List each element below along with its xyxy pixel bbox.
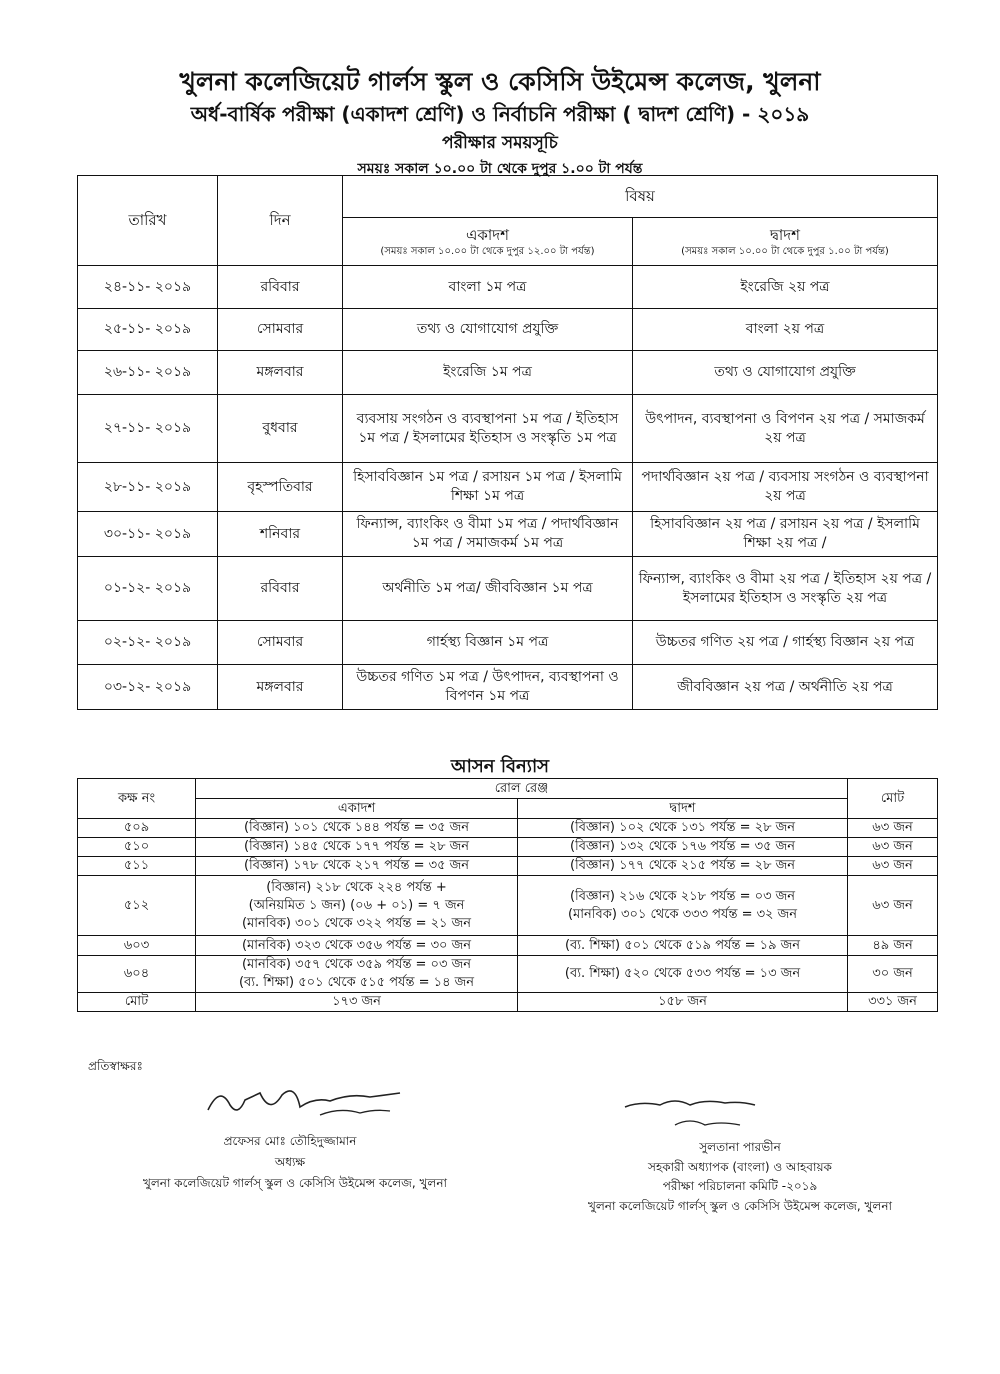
roll-range-xii [518, 838, 848, 857]
roll-range-xi [196, 936, 518, 956]
routine-row [78, 665, 938, 710]
routine-day: সোমবার [218, 309, 343, 351]
roll-range-line: (মানবিক) ৩৫৭ থেকে ৩৫৯ পর্যন্ত = ০৩ জন [241, 957, 471, 972]
routine-date: ০৩-১২- ২০১৯ [78, 665, 218, 710]
routine-row [78, 512, 938, 557]
routine-xi-subject: ফিন্যান্স, ব্যাংকিং ও বীমা ১ম পত্র / পদার্থবিজ্ঞান ১ম পত্র / সমাজকর্ম ১ম পত্র [343, 512, 633, 557]
routine-row [78, 351, 938, 395]
routine-day: বৃহস্পতিবার [218, 463, 343, 512]
routine-day: বুধবার [218, 395, 343, 463]
col-date-header: তারিখ [78, 176, 218, 266]
total-label: মোট [78, 993, 196, 1012]
roll-range-xii [518, 857, 848, 876]
roll-range-xii [518, 819, 848, 838]
routine-xi-subject: বাংলা ১ম পত্র [343, 266, 633, 309]
roll-range-line: (মানবিক) ৩০১ থেকে ৩২২ পর্যন্ত = ২১ জন [241, 915, 472, 931]
seating-row [78, 819, 938, 838]
roll-range-line: (বিজ্ঞান) ২১৬ থেকে ২১৮ পর্যন্ত = ০৩ জন [569, 888, 796, 904]
seating-row [78, 838, 938, 857]
col-xii-label: দ্বাদশ [769, 225, 801, 244]
convener-institution: খুলনা কলেজিয়েট গার্লস্ স্কুল ও কেসিসি উইমেন্স কলেজ, খুলনা [587, 1199, 893, 1213]
principal-designation: অধ্যক্ষ [274, 1155, 306, 1169]
roll-range-line: (বিজ্ঞান) ১৩২ থেকে ১৭৬ পর্যন্ত = ৩৫ জন [569, 839, 796, 854]
routine-xii-subject: উচ্চতর গণিত ২য় পত্র / গার্হস্থ্য বিজ্ঞান ২য় পত্র [633, 621, 938, 665]
roll-range-xi [196, 819, 518, 838]
roll-range-line: (বিজ্ঞান) ১০১ থেকে ১৪৪ পর্যন্ত = ৩৫ জন [243, 820, 470, 835]
roll-range-line: (ব্য. শিক্ষা) ৫০১ থেকে ৫১৫ পর্যন্ত = ১৪ জন [238, 975, 475, 990]
routine-row [78, 621, 938, 665]
routine-day: রবিবার [218, 557, 343, 621]
roll-range-line: (ব্য. শিক্ষা) ৫০১ থেকে ৫১৯ পর্যন্ত = ১৯ জন [564, 937, 801, 953]
routine-xii-subject: উৎপাদন, ব্যবস্থাপনা ও বিপণন ২য় পত্র / সমাজকর্ম ২য় পত্র [633, 395, 938, 463]
routine-day: মঙ্গলবার [218, 665, 343, 710]
roll-range-line: (বিজ্ঞান) ১৪৫ থেকে ১৭৭ পর্যন্ত = ২৮ জন [243, 839, 470, 854]
col-xii-header [633, 218, 938, 266]
roll-range-line: (মানবিক) ৩০১ থেকে ৩৩৩ পর্যন্ত = ৩২ জন [567, 906, 798, 922]
room-total: ৬৩ জন [848, 819, 938, 838]
exam-committee: পরীক্ষা পরিচালনা কমিটি -২০১৯ [662, 1179, 818, 1193]
convener-signature [620, 1095, 780, 1137]
roll-range-line: (ব্য. শিক্ষা) ৫২০ থেকে ৫৩৩ পর্যন্ত = ১৩ জন [564, 966, 801, 981]
seating-title: আসন বিন্যাস [450, 756, 550, 777]
roll-range-line: (মানবিক) ৩২৩ থেকে ৩৫৬ পর্যন্ত = ৩০ জন [241, 937, 472, 953]
roll-range-xi [196, 838, 518, 857]
room-number: ৫০৯ [78, 819, 196, 838]
routine-xi-subject: ব্যবসায় সংগঠন ও ব্যবস্থাপনা ১ম পত্র / ইতিহাস ১ম পত্র / ইসলামের ইতিহাস ও সংস্কৃতি ১ম পত্র [343, 395, 633, 463]
routine-xii-subject: ইংরেজি ২য় পত্র [633, 266, 938, 309]
roll-range-line: (বিজ্ঞান) ১৭৭ থেকে ২১৫ পর্যন্ত = ২৮ জন [569, 858, 796, 873]
seating-total-row [78, 993, 938, 1012]
roll-range-xi [196, 857, 518, 876]
routine-date: ০২-১২- ২০১৯ [78, 621, 218, 665]
col-room-header: কক্ষ নং [78, 779, 196, 819]
col-roll-header: রোল রেঞ্জ [196, 779, 848, 799]
convener-name: সুলতানা পারভীন [699, 1140, 781, 1154]
routine-xii-subject: তথ্য ও যোগাযোগ প্রযুক্তি [633, 351, 938, 395]
room-total: ৬৩ জন [848, 876, 938, 936]
routine-date: ২৭-১১- ২০১৯ [78, 395, 218, 463]
grand-total: ৩৩১ জন [848, 993, 938, 1012]
principal-institution: খুলনা কলেজিয়েট গার্লস্ স্কুল ও কেসিসি উইমেন্স কলেজ, খুলনা [142, 1176, 448, 1190]
countersign-label: প্রতিস্বাক্ষরঃ [88, 1059, 143, 1073]
room-total: ৬৩ জন [848, 857, 938, 876]
roll-range-line: (বিজ্ঞান) ১৭৮ থেকে ২১৭ পর্যন্ত = ৩৫ জন [243, 858, 470, 873]
seating-row [78, 956, 938, 993]
roll-range-line: (বিজ্ঞান) ২১৮ থেকে ২২৪ পর্যন্ত + [266, 879, 447, 895]
room-total: ৬৩ জন [848, 838, 938, 857]
exam-routine-table [77, 175, 938, 710]
total-xii: ১৫৮ জন [518, 993, 848, 1012]
routine-xi-subject: গার্হস্থ্য বিজ্ঞান ১ম পত্র [343, 621, 633, 665]
col-day-header: দিন [218, 176, 343, 266]
principal-signature [200, 1075, 410, 1125]
col-xii-time: (সময়ঃ সকাল ১০.০০ টা থেকে দুপুর ১.০০ টা পর্যন্ত) [681, 245, 889, 257]
exam-time: সময়ঃ সকাল ১০.০০ টা থেকে দুপুর ১.০০ টা পর্যন্ত [357, 161, 643, 177]
room-number: ৫১২ [78, 876, 196, 936]
room-number: ৬০৩ [78, 936, 196, 956]
routine-xi-subject: অর্থনীতি ১ম পত্র/ জীববিজ্ঞান ১ম পত্র [343, 557, 633, 621]
routine-row [78, 557, 938, 621]
roll-range-line: (বিজ্ঞান) ১০২ থেকে ১৩১ পর্যন্ত = ২৮ জন [569, 820, 796, 835]
col-subject-header: বিষয় [343, 176, 938, 218]
institution-title: খুলনা কলেজিয়েট গার্লস স্কুল ও কেসিসি উইমেন্স কলেজ, খুলনা [179, 67, 821, 96]
seating-row [78, 876, 938, 936]
col-seat-xii-header: দ্বাদশ [518, 799, 848, 819]
convener-designation: সহকারী অধ্যাপক (বাংলা) ও আহবায়ক [648, 1160, 832, 1174]
routine-day: শনিবার [218, 512, 343, 557]
col-xi-label: একাদশ [465, 225, 509, 244]
routine-date: ০১-১২- ২০১৯ [78, 557, 218, 621]
routine-xii-subject: বাংলা ২য় পত্র [633, 309, 938, 351]
routine-date: ২৬-১১- ২০১৯ [78, 351, 218, 395]
routine-xi-subject: হিসাববিজ্ঞান ১ম পত্র / রসায়ন ১ম পত্র / ইসলামি শিক্ষা ১ম পত্র [343, 463, 633, 512]
col-total-header: মোট [848, 779, 938, 819]
room-total: ৪৯ জন [848, 936, 938, 956]
total-xi: ১৭৩ জন [196, 993, 518, 1012]
routine-xi-subject: তথ্য ও যোগাযোগ প্রযুক্তি [343, 309, 633, 351]
room-total: ৩০ জন [848, 956, 938, 993]
routine-date: ২৫-১১- ২০১৯ [78, 309, 218, 351]
routine-day: রবিবার [218, 266, 343, 309]
routine-date: ২৮-১১- ২০১৯ [78, 463, 218, 512]
seating-row [78, 857, 938, 876]
seating-row [78, 936, 938, 956]
seating-table [77, 778, 938, 1012]
col-xi-header [343, 218, 633, 266]
routine-xi-subject: ইংরেজি ১ম পত্র [343, 351, 633, 395]
routine-date: ২৪-১১- ২০১৯ [78, 266, 218, 309]
routine-row [78, 463, 938, 512]
roll-range-xii [518, 956, 848, 993]
roll-range-xi [196, 956, 518, 993]
routine-row [78, 395, 938, 463]
roll-range-xi [196, 876, 518, 936]
routine-row [78, 266, 938, 309]
routine-row [78, 309, 938, 351]
room-number: ৬০৪ [78, 956, 196, 993]
schedule-title: পরীক্ষার সময়সূচি [442, 133, 558, 153]
routine-day: মঙ্গলবার [218, 351, 343, 395]
col-xi-time: (সময়ঃ সকাল ১০.০০ টা থেকে দুপুর ১২.০০ টা পর্যন্ত) [380, 245, 595, 257]
principal-name: প্রফেসর মোঃ তৌহিদুজ্জামান [223, 1134, 357, 1148]
routine-xii-subject: জীববিজ্ঞান ২য় পত্র / অর্থনীতি ২য় পত্র [633, 665, 938, 710]
routine-xii-subject: পদার্থবিজ্ঞান ২য় পত্র / ব্যবসায় সংগঠন ও ব্যবস্থাপনা ২য় পত্র [633, 463, 938, 512]
room-number: ৫১০ [78, 838, 196, 857]
col-seat-xi-header: একাদশ [196, 799, 518, 819]
roll-range-line: (অনিয়মিত ১ জন) (০৬ + ০১) = ৭ জন [248, 897, 465, 913]
room-number: ৫১১ [78, 857, 196, 876]
routine-xii-subject: হিসাববিজ্ঞান ২য় পত্র / রসায়ন ২য় পত্র / ইসলামি শিক্ষা ২য় পত্র / [633, 512, 938, 557]
exam-title: অর্ধ-বার্ষিক পরীক্ষা (একাদশ শ্রেণি) ও নির্বাচনি পরীক্ষা ( দ্বাদশ শ্রেণি) - ২০১৯ [190, 102, 810, 126]
routine-date: ৩০-১১- ২০১৯ [78, 512, 218, 557]
routine-xii-subject: ফিন্যান্স, ব্যাংকিং ও বীমা ২য় পত্র / ইতিহাস ২য় পত্র / ইসলামের ইতিহাস ও সংস্কৃতি ২য় পত্র [633, 557, 938, 621]
routine-day: সোমবার [218, 621, 343, 665]
roll-range-xii [518, 876, 848, 936]
routine-xi-subject: উচ্চতর গণিত ১ম পত্র / উৎপাদন, ব্যবস্থাপনা ও বিপণন ১ম পত্র [343, 665, 633, 710]
roll-range-xii [518, 936, 848, 956]
